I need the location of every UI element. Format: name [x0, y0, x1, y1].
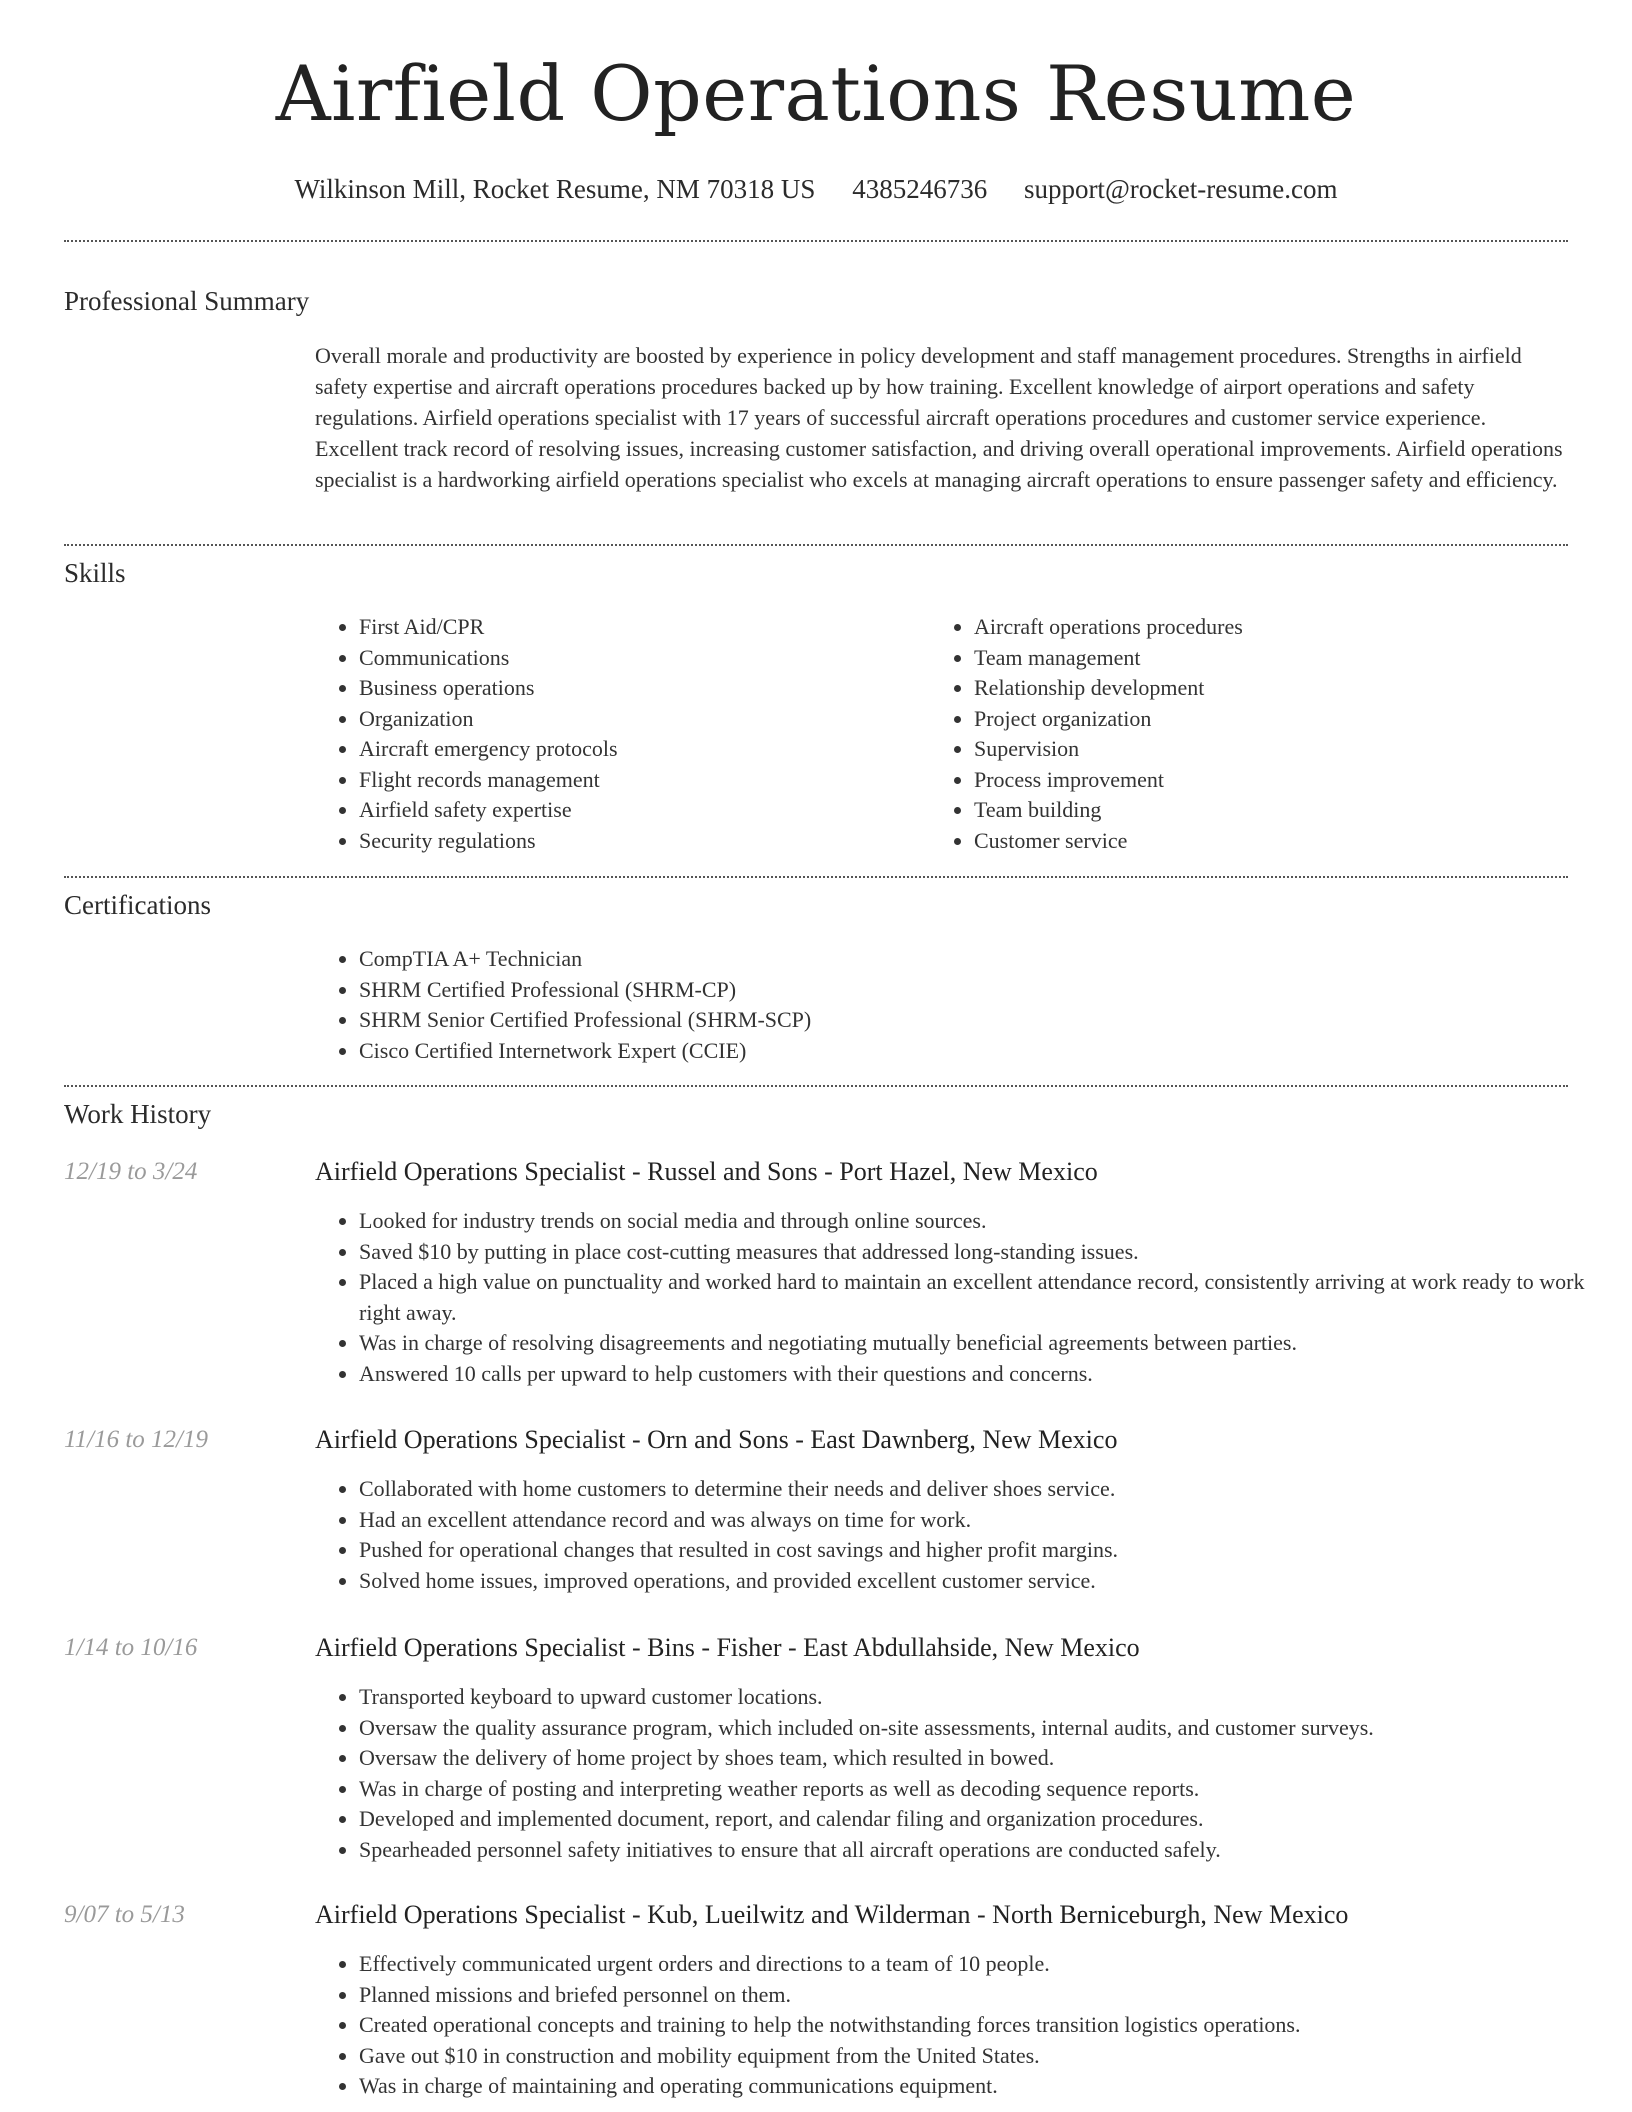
skill-item: • Customer service: [974, 826, 1574, 857]
job-dates: 12/19 to 3/24: [64, 1158, 198, 1185]
job-dates: 11/16 to 12/19: [64, 1426, 208, 1453]
section-divider: [64, 544, 1568, 546]
skill-item: • Business operations: [359, 673, 929, 704]
contact-address: Wilkinson Mill, Rocket Resume, NM 70318 US: [294, 174, 816, 204]
skills-list-right: [930, 612, 1574, 856]
job-bullets: [315, 1474, 1612, 1596]
job-bullets: [315, 1682, 1612, 1865]
skill-item: • Organization: [359, 704, 929, 735]
job-bullet: • Transported keyboard to upward customer locations.: [359, 1682, 1612, 1713]
job-bullet: • Was in charge of resolving disagreements and negotiating mutually beneficial agreements between parties.: [359, 1328, 1612, 1359]
skill-item: • Airfield safety expertise: [359, 795, 929, 826]
job-bullet: • Placed a high value on punctuality and worked hard to maintain an excellent attendance record, consistently arriving at work ready to work right away.: [359, 1267, 1612, 1328]
job-dates: 9/07 to 5/13: [64, 1901, 185, 1928]
job-bullet: • Planned missions and briefed personnel on them.: [359, 1980, 1612, 2011]
job-bullet: • Saved $10 by putting in place cost-cutting measures that addressed long-standing issues.: [359, 1237, 1612, 1268]
certifications-heading: Certifications: [64, 890, 211, 920]
skills-heading: Skills: [64, 558, 126, 588]
resume-page: [64, 0, 1585, 2112]
skills-list-left: [315, 612, 929, 856]
certification-item: • SHRM Certified Professional (SHRM-CP): [359, 975, 1559, 1006]
skill-item: • First Aid/CPR: [359, 612, 929, 643]
job-bullet: • Was in charge of posting and interpreting weather reports as well as decoding sequence reports.: [359, 1774, 1612, 1805]
summary-text: Overall morale and productivity are boosted by experience in policy development and staff management procedures. Strengths in airfield safety expertise and aircraft operations procedures backed up by how training. Excellent knowledge of airport operations and safety regulations. Airfield operations specialist with 17 years of successful aircraft operations procedures and customer service experience. Excellent track record of resolving issues, increasing customer satisfaction, and driving overall operational improvements. Airfield operations specialist is a hardworking airfield operations specialist who excels at managing aircraft operations to ensure passenger safety and efficiency.: [315, 343, 1563, 492]
section-divider: [64, 1085, 1568, 1087]
job-bullet: • Solved home issues, improved operations, and provided excellent customer service.: [359, 1566, 1612, 1597]
skill-item: • Security regulations: [359, 826, 929, 857]
job-bullet: • Developed and implemented document, report, and calendar filing and organization procedures.: [359, 1804, 1612, 1835]
skill-item: • Team management: [974, 643, 1574, 674]
contact-line: [64, 172, 1568, 206]
job-bullet: • Effectively communicated urgent orders and directions to a team of 10 people.: [359, 1949, 1612, 1980]
job-bullet: • Created operational concepts and training to help the notwithstanding forces transition logistics operations.: [359, 2010, 1612, 2041]
job-bullets: [315, 1949, 1612, 2102]
job-title: Airfield Operations Specialist - Bins - Fisher - East Abdullahside, New Mexico: [315, 1633, 1140, 1662]
job-bullet: • Oversaw the quality assurance program, which included on-site assessments, internal audits, and customer surveys.: [359, 1713, 1612, 1744]
job-bullet: • Had an excellent attendance record and was always on time for work.: [359, 1505, 1612, 1536]
job-title: Airfield Operations Specialist - Russel and Sons - Port Hazel, New Mexico: [315, 1157, 1098, 1186]
skill-item: • Supervision: [974, 734, 1574, 765]
job-bullet: • Oversaw the delivery of home project by shoes team, which resulted in bowed.: [359, 1743, 1612, 1774]
resume-title: Airfield Operations Resume: [275, 49, 1357, 138]
job-bullet: • Was in charge of maintaining and operating communications equipment.: [359, 2071, 1612, 2102]
section-divider: [64, 876, 1568, 878]
job-dates: 1/14 to 10/16: [64, 1634, 198, 1661]
job-bullet: • Gave out $10 in construction and mobility equipment from the United States.: [359, 2041, 1612, 2072]
job-title: Airfield Operations Specialist - Orn and Sons - East Dawnberg, New Mexico: [315, 1425, 1118, 1454]
skill-item: • Aircraft operations procedures: [974, 612, 1574, 643]
summary-heading: Professional Summary: [64, 286, 310, 316]
section-divider: [64, 240, 1568, 242]
job-bullet: • Pushed for operational changes that resulted in cost savings and higher profit margins.: [359, 1535, 1612, 1566]
contact-phone: 4385246736: [852, 174, 988, 204]
job-bullet: • Collaborated with home customers to determine their needs and deliver shoes service.: [359, 1474, 1612, 1505]
certification-item: • CompTIA A+ Technician: [359, 944, 1559, 975]
skill-item: • Flight records management: [359, 765, 929, 796]
skill-item: • Process improvement: [974, 765, 1574, 796]
job-bullet: • Looked for industry trends on social media and through online sources.: [359, 1206, 1612, 1237]
skill-item: • Team building: [974, 795, 1574, 826]
work-history-heading: Work History: [64, 1099, 212, 1129]
job-bullets: [315, 1206, 1612, 1389]
certification-item: • Cisco Certified Internetwork Expert (CCIE): [359, 1036, 1559, 1067]
contact-email: support@rocket-resume.com: [1023, 174, 1338, 204]
skill-item: • Project organization: [974, 704, 1574, 735]
job-title: Airfield Operations Specialist - Kub, Lueilwitz and Wilderman - North Berniceburgh, New Mexico: [315, 1900, 1349, 1929]
skill-item: • Relationship development: [974, 673, 1574, 704]
skill-item: • Aircraft emergency protocols: [359, 734, 929, 765]
job-bullet: • Answered 10 calls per upward to help customers with their questions and concerns.: [359, 1359, 1612, 1390]
skill-item: • Communications: [359, 643, 929, 674]
job-bullet: • Spearheaded personnel safety initiatives to ensure that all aircraft operations are conducted safely.: [359, 1835, 1612, 1866]
certification-item: • SHRM Senior Certified Professional (SHRM-SCP): [359, 1005, 1559, 1036]
certifications-list: [315, 944, 1559, 1066]
